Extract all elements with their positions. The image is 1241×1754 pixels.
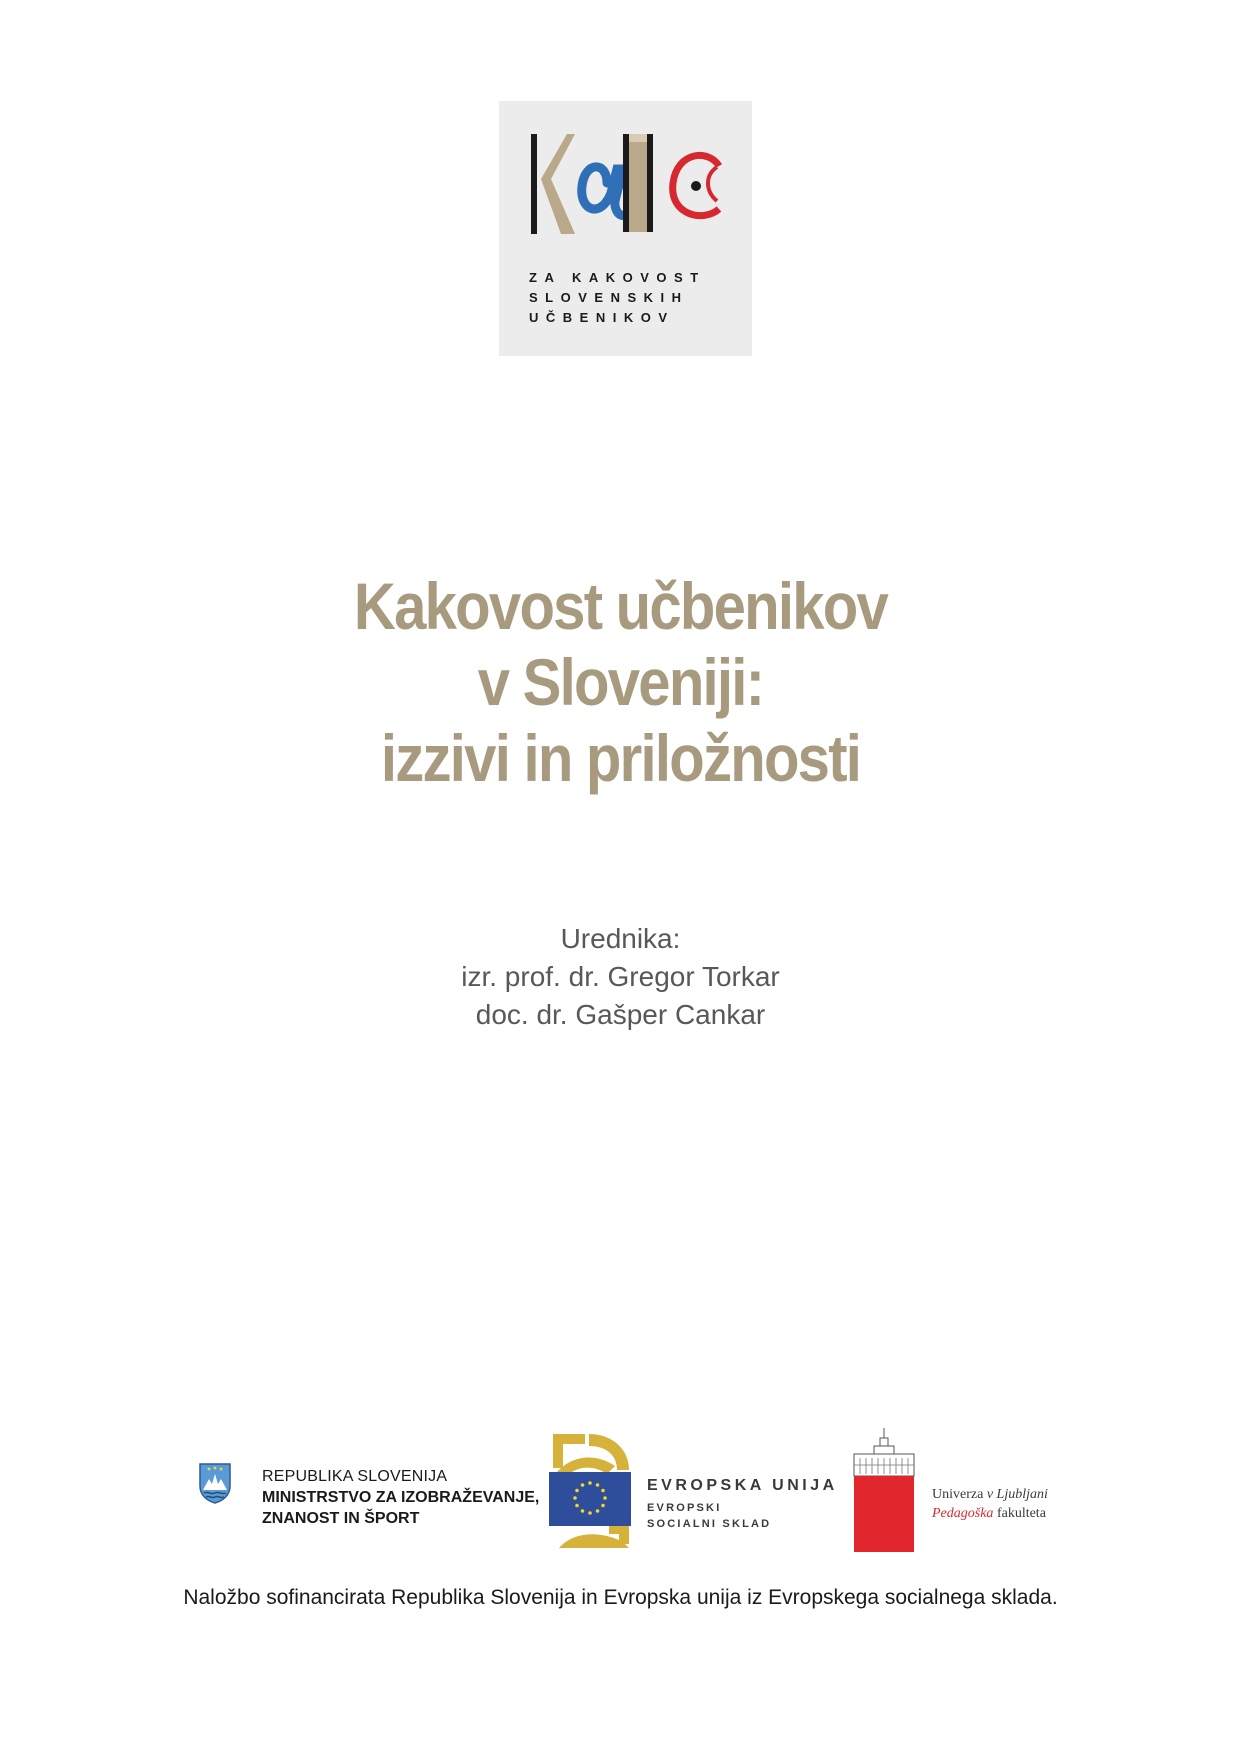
editors-label: Urednika: <box>560 923 681 954</box>
logo-line-3: UČBENIKOV <box>529 310 675 325</box>
eu-sub-line-1: EVROPSKI <box>647 1502 722 1514</box>
ministry-line-1: REPUBLIKA SLOVENIJA <box>262 1468 448 1485</box>
logo-line-2: SLOVENSKIH <box>529 290 689 305</box>
uni-word-fakulteta: fakulteta <box>996 1506 1046 1521</box>
eu-sub-line-2: SOCIALNI SKLAD <box>647 1518 772 1530</box>
uni-word-pedagoska: Pedagoška <box>932 1506 994 1521</box>
ministry-line-3: ZNANOST IN ŠPORT <box>262 1510 420 1527</box>
title-line-3: izzivi in priložnosti <box>380 721 861 795</box>
title-line-1: Kakovost učbenikov <box>353 569 888 643</box>
eu-title: EVROPSKA UNIJA <box>647 1477 838 1494</box>
title-line-2: v Sloveniji: <box>477 645 764 719</box>
university-name <box>932 1485 1048 1523</box>
slovenia-coat-of-arms-icon <box>198 1462 232 1504</box>
ministry-line-2: MINISTRSTVO ZA IZOBRAŽEVANJE, <box>262 1489 540 1506</box>
kakovost-logo <box>499 101 752 356</box>
eu-flag-icon <box>549 1432 635 1550</box>
university-logo <box>852 1428 1062 1552</box>
editors-block <box>0 920 1241 1034</box>
eu-subtitle <box>647 1500 771 1532</box>
ministry-logo <box>198 1462 538 1530</box>
funding-note: Naložbo sofinancirata Republika Slovenija in Evropska unija iz Evropskega socialnega sklada. <box>183 1586 1058 1609</box>
ministry-text <box>262 1466 539 1529</box>
document-title <box>74 568 1166 796</box>
uni-word-ljubljana: v Ljubljani <box>986 1487 1048 1502</box>
university-building-icon <box>852 1428 916 1552</box>
uni-word-univerza: Univerza <box>932 1487 984 1502</box>
logo-line-1: ZA KAKOVOST <box>529 270 706 285</box>
logo-caption <box>529 268 729 328</box>
editor-2: doc. dr. Gašper Cankar <box>475 999 766 1030</box>
kakovost-books-logo-icon <box>527 131 727 236</box>
eu-logo <box>549 1432 839 1550</box>
editor-1: izr. prof. dr. Gregor Torkar <box>461 961 780 992</box>
